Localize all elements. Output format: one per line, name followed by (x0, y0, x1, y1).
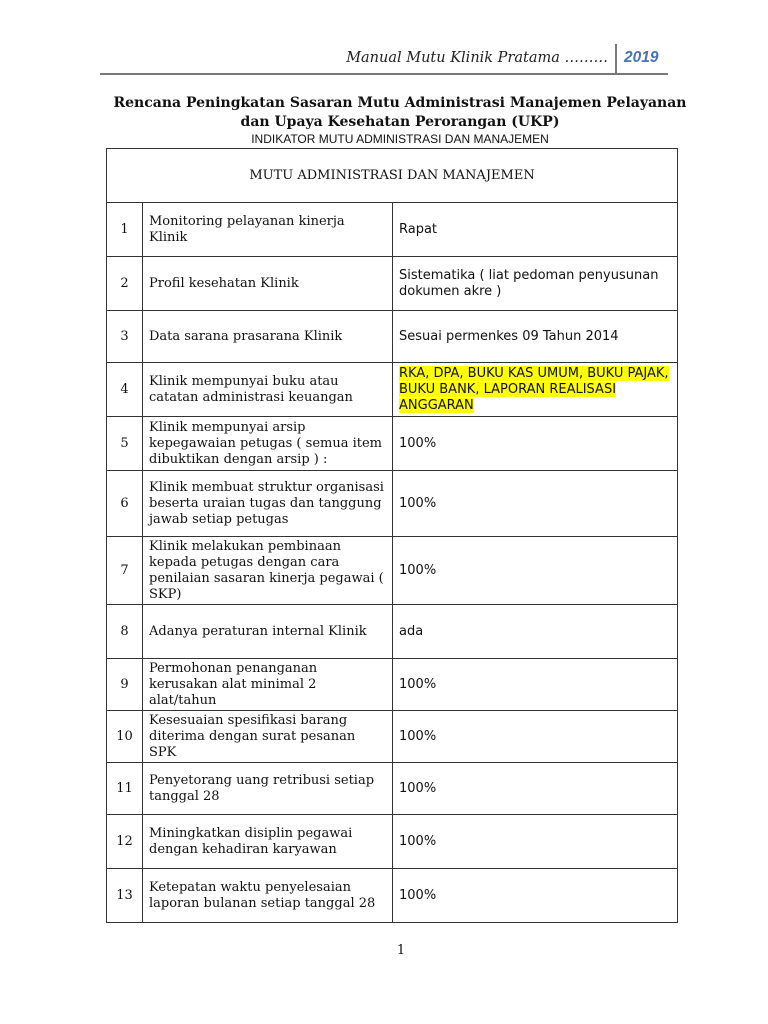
row-number: 11 (107, 763, 143, 815)
table-row (107, 311, 678, 363)
row-indicator: Permohonan penanganan kerusakan alat minimal 2 alat/tahun (143, 659, 393, 711)
table-row (107, 659, 678, 711)
row-number: 13 (107, 869, 143, 923)
row-number: 7 (107, 537, 143, 605)
document-subtitle: INDIKATOR MUTU ADMINISTRASI DAN MANAJEMEN (251, 132, 549, 146)
row-target: 100% (393, 711, 678, 763)
row-target: 100% (393, 815, 678, 869)
row-number: 4 (107, 363, 143, 417)
row-number: 12 (107, 815, 143, 869)
row-indicator: Miningkatkan disiplin pegawai dengan kehadiran karyawan (143, 815, 393, 869)
table-header: MUTU ADMINISTRASI DAN MANAJEMEN (107, 149, 678, 203)
row-target: 100% (393, 659, 678, 711)
row-target-highlighted (393, 363, 678, 417)
row-target: Sesuai permenkes 09 Tahun 2014 (393, 311, 678, 363)
table-row (107, 363, 678, 417)
header-separator (615, 44, 617, 74)
row-number: 3 (107, 311, 143, 363)
row-number: 1 (107, 203, 143, 257)
row-number: 9 (107, 659, 143, 711)
page-header (100, 42, 668, 76)
row-target: Sistematika ( liat pedoman penyusunan dokumen akre ) (393, 257, 678, 311)
table-header-row (107, 149, 678, 203)
indicator-table (106, 148, 678, 923)
header-rule (100, 73, 668, 75)
table-row (107, 257, 678, 311)
row-indicator: Klinik melakukan pembinaan kepada petugas dengan cara penilaian sasaran kinerja pegawai ( SKP) (143, 537, 393, 605)
table-row (107, 763, 678, 815)
table-row (107, 605, 678, 659)
row-target: ada (393, 605, 678, 659)
table-row (107, 537, 678, 605)
row-indicator: Profil kesehatan Klinik (143, 257, 393, 311)
row-number: 8 (107, 605, 143, 659)
highlighted-text: RKA, DPA, BUKU KAS UMUM, BUKU PAJAK, BUKU BANK, LAPORAN REALISASI ANGGARAN (399, 365, 669, 413)
table-row (107, 815, 678, 869)
row-indicator: Monitoring pelayanan kinerja Klinik (143, 203, 393, 257)
row-number: 6 (107, 471, 143, 537)
row-indicator: Kesesuaian spesifikasi barang diterima dengan surat pesanan SPK (143, 711, 393, 763)
row-number: 2 (107, 257, 143, 311)
table-row (107, 711, 678, 763)
document-title-line-2: dan Upaya Kesehatan Perorangan (UKP) (240, 114, 560, 130)
row-indicator: Klinik membuat struktur organisasi beserta uraian tugas dan tanggung jawab setiap petugas (143, 471, 393, 537)
row-indicator: Klinik mempunyai arsip kepegawaian petugas ( semua item dibuktikan dengan arsip ) : (143, 417, 393, 471)
document-title-line-1: Rencana Peningkatan Sasaran Mutu Administrasi Manajemen Pelayanan (113, 95, 687, 111)
document-title (80, 94, 720, 132)
row-target: 100% (393, 417, 678, 471)
row-target: 100% (393, 869, 678, 923)
row-indicator: Penyetorang uang retribusi setiap tanggal 28 (143, 763, 393, 815)
manual-title: Manual Mutu Klinik Pratama ……… (346, 50, 608, 66)
row-target: 100% (393, 763, 678, 815)
row-target: 100% (393, 537, 678, 605)
row-indicator: Adanya peraturan internal Klinik (143, 605, 393, 659)
table-row (107, 417, 678, 471)
table-row (107, 471, 678, 537)
table-row (107, 203, 678, 257)
row-number: 10 (107, 711, 143, 763)
row-indicator: Klinik mempunyai buku atau catatan administrasi keuangan (143, 363, 393, 417)
row-number: 5 (107, 417, 143, 471)
row-indicator: Data sarana prasarana Klinik (143, 311, 393, 363)
row-target: 100% (393, 471, 678, 537)
row-indicator: Ketepatan waktu penyelesaian laporan bulanan setiap tanggal 28 (143, 869, 393, 923)
page-number: 1 (396, 943, 406, 958)
header-year: 2019 (624, 49, 659, 66)
row-target: Rapat (393, 203, 678, 257)
table-row (107, 869, 678, 923)
